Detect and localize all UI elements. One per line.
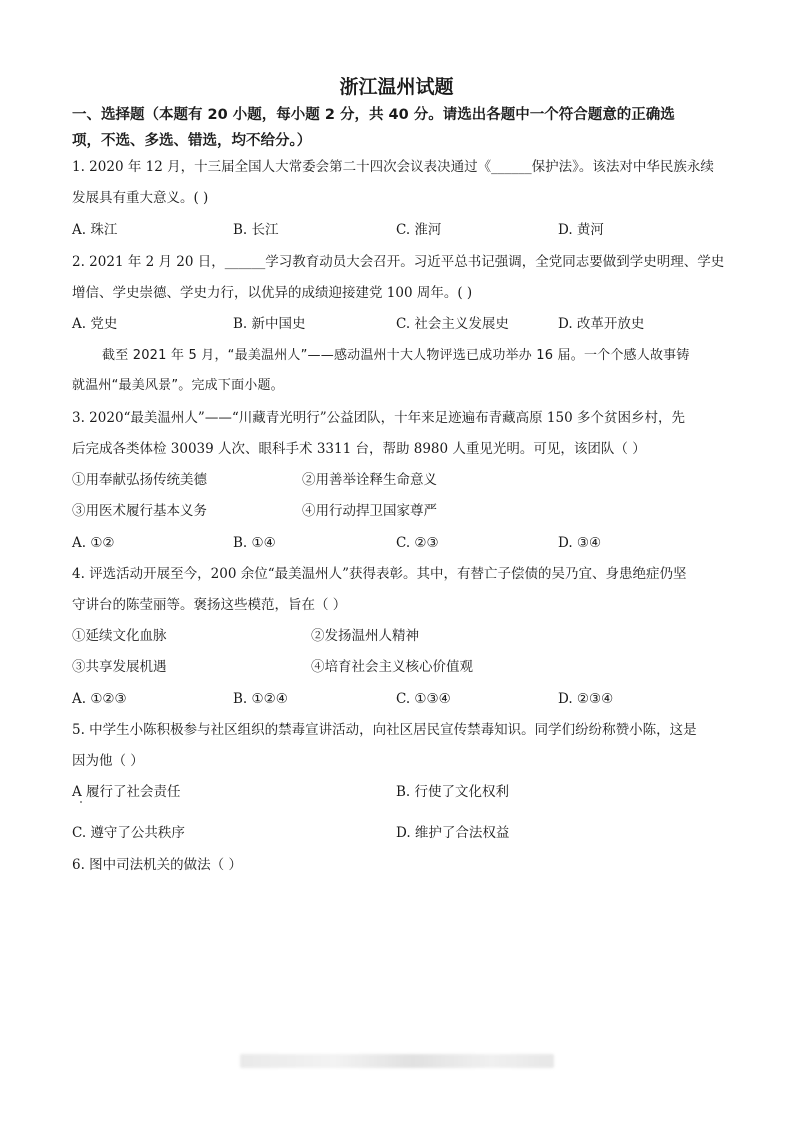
section-heading-line-2: 项，不选、多选、错选，均不给分。） [72, 133, 312, 149]
question-3-option-d: D. ③④ [558, 535, 602, 551]
question-5-stem-line-2: 因为他（ ） [72, 753, 144, 769]
footer-watermark [240, 1054, 554, 1068]
question-4-option-a: A. ①②③ [72, 691, 127, 707]
question-1-option-a: A. 珠江 [72, 222, 118, 238]
question-4-stem-line-2: 守讲台的陈莹丽等。褒扬这些模范，旨在（ ） [72, 597, 347, 613]
question-4-option-b: B. ①②④ [233, 691, 288, 707]
question-1-stem-line-2: 发展具有重大意义。( ) [72, 190, 209, 206]
scan-speck [80, 801, 82, 803]
question-1-stem-line-1: 1. 2020 年 12 月，十三届全国人大常委会第二十四次会议表决通过《______保护法》。该法对中华民族永续 [72, 159, 714, 175]
question-4-option-d: D. ②③④ [558, 691, 614, 707]
material-paragraph-line-1: 截至 2021 年 5 月，“最美温州人”——感动温州十大人物评选已成功举办 16 届。一个个感人故事铸 [102, 348, 690, 363]
question-5-option-b: B. 行使了文化权利 [396, 784, 510, 800]
question-4-option-c: C. ①③④ [396, 691, 451, 707]
question-1-option-b: B. 长江 [233, 222, 279, 238]
question-3-statement-2: ②用善举诠释生命意义 [302, 472, 437, 488]
question-4-statement-2: ②发扬温州人精神 [311, 628, 419, 644]
question-3-statement-3: ③用医术履行基本义务 [72, 503, 207, 519]
question-1-option-d: D. 黄河 [558, 222, 604, 238]
page-title: 浙江温州试题 [339, 76, 454, 98]
question-5-stem-line-1: 5. 中学生小陈积极参与社区组织的禁毒宣讲活动，向社区居民宣传禁毒知识。同学们纷纷称赞小陈，这是 [72, 722, 697, 738]
question-2-option-d: D. 改革开放史 [558, 316, 645, 332]
question-4-stem-line-1: 4. 评选活动开展至今，200 余位“最美温州人”获得表彰。其中，有替亡子偿债的吴乃宜、身患绝症仍坚 [72, 566, 687, 582]
question-3-stem-line-2: 后完成各类体检 30039 人次、眼科手术 3311 台，帮助 8980 人重见光明。可见，该团队（ ） [72, 441, 646, 457]
question-3-statement-1: ①用奉献弘扬传统美德 [72, 472, 207, 488]
question-2-option-b: B. 新中国史 [233, 316, 306, 332]
question-4-statement-1: ①延续文化血脉 [72, 628, 167, 644]
material-paragraph-line-2: 就温州“最美风景”。完成下面小题。 [72, 378, 284, 393]
question-2-stem-line-1: 2. 2021 年 2 月 20 日，______学习教育动员大会召开。习近平总书记强调，全党同志要做到学史明理、学史 [72, 254, 725, 270]
question-3-statement-4: ④用行动捍卫国家尊严 [302, 503, 437, 519]
question-1-option-c: C. 淮河 [396, 222, 442, 238]
question-4-statement-4: ④培育社会主义核心价值观 [311, 659, 473, 675]
question-6-stem-line-1: 6. 图中司法机关的做法（ ） [72, 857, 242, 873]
question-3-option-a: A. ①② [72, 535, 115, 551]
question-5-option-d: D. 维护了合法权益 [396, 825, 510, 841]
question-3-stem-line-1: 3. 2020“最美温州人”——“川藏青光明行”公益团队，十年来足迹遍布青藏高原 150 多个贫困乡村，先 [72, 410, 685, 426]
question-3-option-c: C. ②③ [396, 535, 439, 551]
question-2-option-a: A. 党史 [72, 316, 118, 332]
question-5-option-c: C. 遵守了公共秩序 [72, 825, 185, 841]
question-2-stem-line-2: 增信、学史崇德、学史力行，以优异的成绩迎接建党 100 周年。( ) [72, 285, 473, 301]
question-5-option-a: A 履行了社会责任 [72, 784, 181, 800]
question-2-option-c: C. 社会主义发展史 [396, 316, 509, 332]
section-heading-line-1: 一、选择题（本题有 20 小题，每小题 2 分，共 40 分。请选出各题中一个符合题意的正确选 [72, 107, 675, 123]
question-4-statement-3: ③共享发展机遇 [72, 659, 167, 675]
question-3-option-b: B. ①④ [233, 535, 276, 551]
